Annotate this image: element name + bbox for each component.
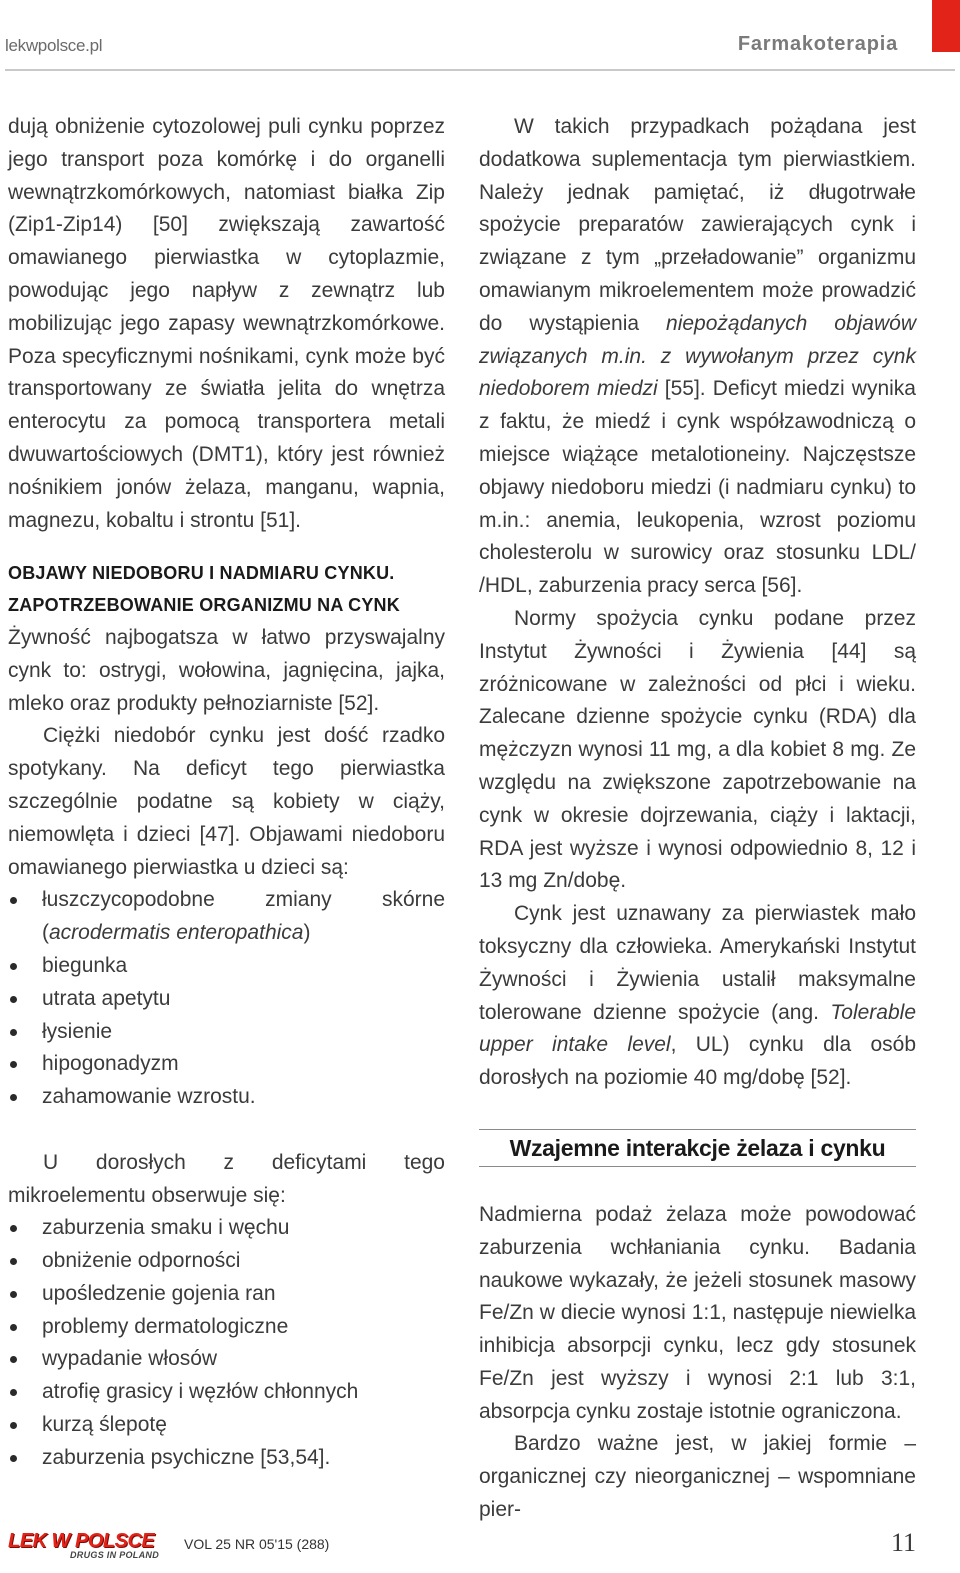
- list-item: zaburzenia psychiczne [53,54].: [8, 1442, 445, 1475]
- header-divider: [5, 69, 955, 71]
- list-item: problemy dermatologiczne: [8, 1311, 445, 1344]
- paragraph: dują obniżenie cytozolowej puli cynku poprzez jego transport poza komórkę i do organelli wewnątrzkomórkowych, natomiast białka Zip (Zip1-Zip14) [50] zwiększają zawartość omawianego pierwiastka w cytoplazmie, powodując jego napływ z zewnątrz lub mobilizując jego zapasy wewnątrzkomórkowe. Poza specyficznymi nośnikami, cynk może być transportowany ze światła jelita do wnętrza enterocytu za pomocą transportera metali dwuwartościowych (DMT1), który jest również nośnikiem jonów żelaza, manganu, wapnia, magnezu, kobaltu i strontu [51].: [8, 115, 445, 532]
- emphasis: niepożądanych objawów związanych m.in. z wywołanym przez cynk niedoborem miedzi: [479, 311, 916, 401]
- section-color-tab: [932, 0, 960, 52]
- paragraph: Nadmierna podaż żelaza może powodować zaburzenia wchłaniania cynku. Badania naukowe wykazały, że jeżeli stosunek masowy Fe/Zn w diecie wynosi 1:1, następuje niewielka inhibicja absorpcji cynku, lecz gdy stosunek Fe/Zn jest wyższy i wynosi 2:1 lub 3:1, absorpcja cynku zostaje istotnie ograniczona.: [479, 1202, 916, 1423]
- logo-wordmark: LEK W POLSCE: [8, 1530, 155, 1552]
- journal-logo: [8, 1530, 160, 1566]
- paragraph: Bardzo ważne jest, w jakiej formie – organicznej czy nieorganicznej – wspomniane pier-: [479, 1432, 916, 1522]
- section-heading-line-2: ZAPOTRZEBOWANIE ORGANIZMU NA CYNK: [8, 595, 400, 616]
- list-item: wypadanie włosów: [8, 1343, 445, 1376]
- page-number: 11: [890, 1528, 916, 1557]
- list-item: atrofię grasicy i węzłów chłonnych: [8, 1376, 445, 1409]
- subsection-heading: Wzajemne interakcje żelaza i cynku: [479, 1129, 916, 1167]
- paragraph: Żywność najbogatsza w łatwo przyswajalny cynk to: ostrygi, wołowina, jagnięcina, jajka, mleko oraz produkty pełnoziarniste [52].: [8, 625, 445, 715]
- list-item: zahamowanie wzrostu.: [8, 1081, 445, 1114]
- left-column: [8, 111, 445, 1475]
- list-item: upośledzenie gojenia ran: [8, 1278, 445, 1311]
- list-item: hipogonadyzm: [8, 1048, 445, 1081]
- section-heading: [8, 557, 445, 622]
- emphasis: Tolerable upper intake level: [479, 1000, 916, 1057]
- list-item: łysienie: [8, 1016, 445, 1049]
- paragraph: U dorosłych z deficytami tego mikroelementu obserwuje się:: [8, 1150, 445, 1207]
- issue-info: VOL 25 NR 05'15 (288): [184, 1536, 330, 1552]
- list-item: łuszczycopodobne zmiany skórne (acrodermatis enteropathica): [8, 884, 445, 950]
- section-heading-line-1: OBJAWY NIEDOBORU I NADMIARU CYNKU.: [8, 563, 395, 584]
- section-title: Farmakoterapia: [737, 33, 898, 55]
- list-item: utrata apetytu: [8, 983, 445, 1016]
- paragraph: Ciężki niedobór cynku jest dość rzadko spotykany. Na deficyt tego pierwiastka szczególnie podatne są kobiety w ciąży, niemowlęta i dzieci [47]. Objawami niedoboru omawianego pierwiastka u dzieci są:: [8, 724, 445, 879]
- logo-subtitle: DRUGS IN POLAND: [70, 1550, 160, 1560]
- paragraph: W takich przypadkach pożądana jest dodatkowa suplementacja tym pierwiastkiem. Należy jednak pamiętać, iż długotrwałe spożycie preparatów zawierających cynk i związane z tym „przeładowanie” organizmu omawianym mikroelementem może prowadzić do wystąpienia niepożądanych objawów związanych m.in. z wywołanym przez cynk niedoborem miedzi [55]. Deficyt miedzi wynika z faktu, że miedź i cynk współzawodniczą o miejsce wiążące metalotioneiny. Najczęstsze objawy niedoboru miedzi (i nadmiaru cynku) to m.in.: anemia, leukopenia, wzrost poziomu cholesterolu w surowicy oraz stosunku LDL/ /HDL, zaburzenia pracy serca [56].: [479, 115, 916, 598]
- list-item: zaburzenia smaku i węchu: [8, 1212, 445, 1245]
- site-name: lekwpolsce.pl: [5, 36, 103, 55]
- page-header: [0, 0, 960, 72]
- paragraph: Normy spożycia cynku podane przez Instytut Żywności i Żywienia [44] są zróżnicowane w zależności od płci i wieku. Zalecane dzienne spożycie cynku (RDA) dla mężczyzn wynosi 11 mg, a dla kobiet 8 mg. Ze względu na zwiększone zapotrzebowanie na cynk w okresie dojrzewania, ciąży i laktacji, RDA jest wyższe i wynosi odpowiednio 8, 12 i 13 mg Zn/dobę.: [479, 606, 916, 893]
- symptoms-list-children: [8, 884, 445, 1114]
- list-item: kurzą ślepotę: [8, 1409, 445, 1442]
- paragraph: Cynk jest uznawany za pierwiastek mało toksyczny dla człowieka. Amerykański Instytut Żywności i Żywienia ustalił maksymalne tolerowane dzienne spożycie (ang. Tolerable upper intake level, UL) cynku dla osób dorosłych na poziomie 40 mg/dobę [52].: [479, 902, 916, 1090]
- right-column: [479, 111, 916, 1527]
- symptoms-list-adults: [8, 1212, 445, 1474]
- list-item: biegunka: [8, 950, 445, 983]
- list-item: obniżenie odporności: [8, 1245, 445, 1278]
- latin-term: acrodermatis enteropathica: [49, 921, 304, 945]
